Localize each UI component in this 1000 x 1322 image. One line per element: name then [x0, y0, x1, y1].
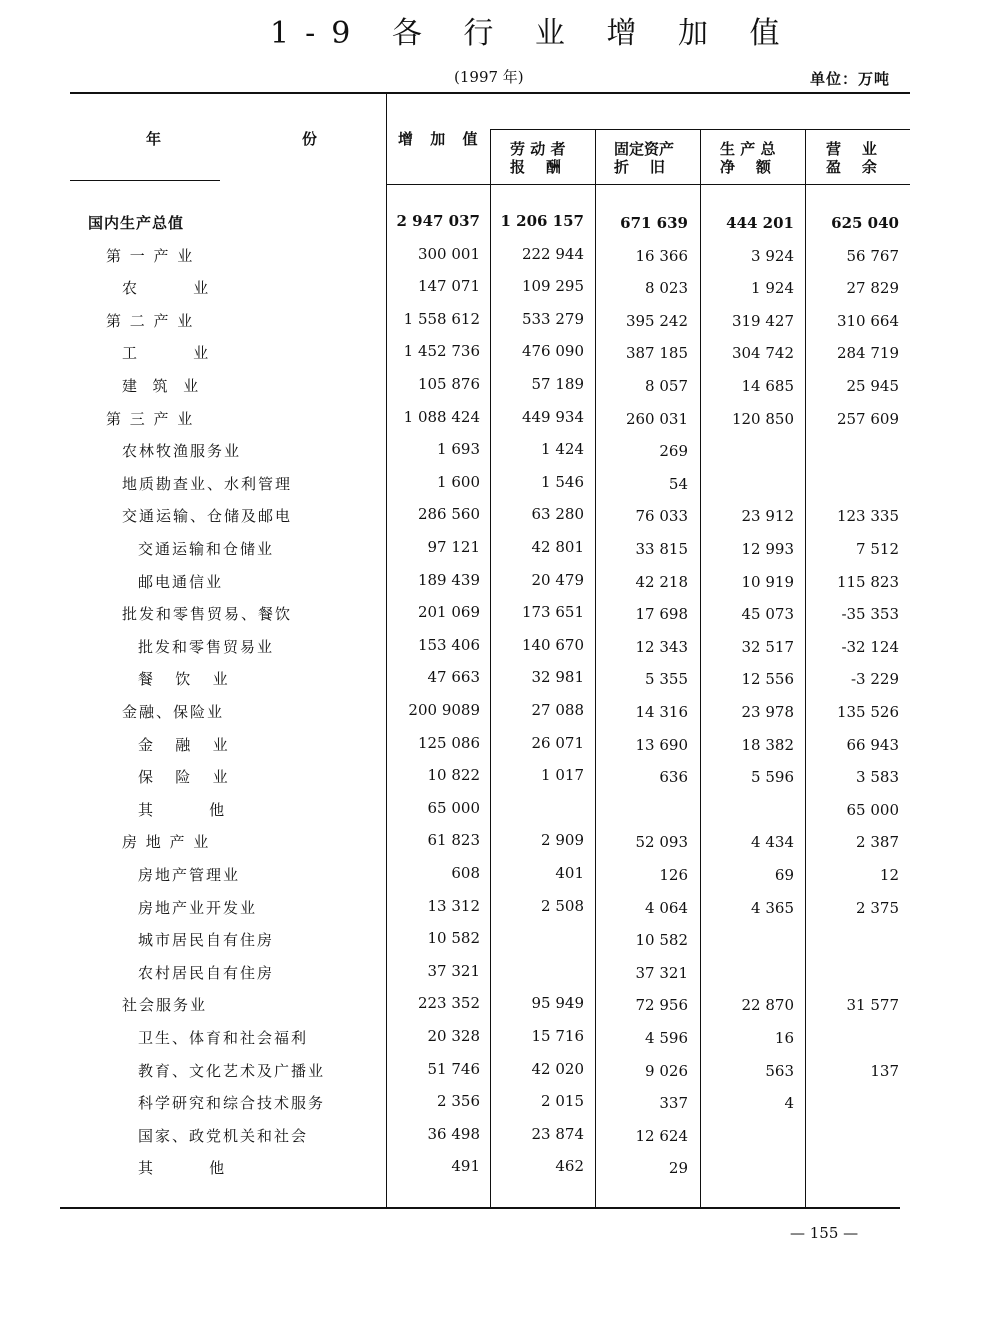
table-cell: 8 057 [645, 377, 688, 395]
table-cell: 12 343 [635, 637, 688, 656]
table-cell: 23 912 [741, 507, 794, 526]
row-header-year: 年 [146, 130, 165, 148]
table-cell: 72 956 [635, 996, 688, 1015]
table-cell: 137 [870, 1061, 899, 1080]
header-depr-line1: 固定资产 [614, 140, 675, 158]
table-cell: 671 639 [620, 214, 688, 232]
table-cell: 310 664 [836, 311, 899, 330]
header-operating-surplus [826, 140, 906, 176]
row-label: 农林牧渔服务业 [122, 442, 242, 461]
table-cell: 10 582 [635, 931, 688, 950]
row-header-rule [70, 180, 220, 181]
table-cell: 9 026 [645, 1061, 688, 1080]
header-surplus-line1: 营 业 [826, 140, 877, 158]
table-cell: 4 [784, 1094, 794, 1113]
table-cell: 37 321 [427, 961, 480, 980]
table-cell: 284 719 [836, 344, 899, 363]
table-bottom-rule [60, 1207, 900, 1209]
table-cell: 61 823 [427, 831, 480, 850]
table-cell: 269 [659, 442, 688, 461]
table-cell: 65 000 [846, 800, 899, 819]
table-cell: 12 624 [635, 1126, 688, 1145]
table-cell: 533 279 [521, 309, 584, 328]
table-cell: 3 583 [856, 768, 899, 787]
table-cell: 401 [555, 864, 584, 882]
table-cell: -3 229 [850, 670, 899, 689]
table-cell: 2 375 [856, 898, 899, 917]
table-cell: 47 663 [427, 668, 480, 687]
table-cell: 126 [659, 866, 688, 884]
table-cell: 10 822 [427, 766, 480, 785]
table-cell: 1 546 [541, 472, 584, 491]
table-cell: 32 517 [741, 637, 794, 656]
table-cell: 189 439 [417, 570, 480, 589]
table-cell: 491 [451, 1157, 480, 1176]
table-cell: 387 185 [625, 344, 688, 363]
table-cell: 20 479 [531, 570, 584, 589]
row-label: 科学研究和综合技术服务 [138, 1094, 326, 1113]
table-cell: 1 088 424 [403, 407, 480, 426]
header-bottom-rule [386, 184, 910, 185]
page-title: 1-9 各 行 业 增 加 值 [270, 16, 796, 51]
row-label: 社会服务业 [122, 996, 208, 1015]
table-cell: 1 017 [541, 766, 584, 785]
table-cell: 54 [668, 474, 688, 493]
table-cell: 444 201 [726, 214, 794, 232]
table-cell: 563 [765, 1061, 794, 1080]
table-cell: 2 508 [541, 896, 584, 915]
table-cell: 462 [555, 1157, 584, 1176]
table-cell: 1 452 736 [403, 342, 480, 361]
header-depreciation [614, 140, 694, 176]
table-cell: 14 685 [741, 377, 794, 395]
table-cell: 4 365 [751, 898, 794, 917]
row-label: 批发和零售贸易业 [138, 637, 275, 656]
table-cell: 257 609 [836, 409, 899, 428]
row-label: 卫生、体育和社会福利 [138, 1029, 309, 1047]
table-cell: 57 189 [531, 375, 584, 393]
table-cell: 97 121 [427, 538, 480, 556]
table-cell: 32 981 [531, 668, 584, 687]
table-cell: 395 242 [625, 311, 688, 330]
row-label: 金 融 业 [138, 735, 230, 754]
table-cell: 286 560 [417, 505, 480, 524]
table-cell: 1 424 [541, 440, 584, 459]
row-label: 第 一 产 业 [106, 246, 195, 265]
table-cell: 23 978 [741, 703, 794, 721]
table-cell: 304 742 [731, 344, 794, 363]
table-cell: 4 434 [751, 833, 794, 852]
table-cell: 36 498 [427, 1124, 480, 1143]
row-label: 第 三 产 业 [106, 409, 195, 428]
table-cell: 260 031 [625, 409, 688, 428]
table-cell: 42 020 [531, 1059, 584, 1078]
table-cell: 12 [879, 866, 899, 884]
table-cell: 337 [659, 1094, 688, 1113]
row-label: 其 他 [138, 1159, 227, 1178]
table-cell: 625 040 [831, 214, 899, 232]
table-cell: 66 943 [846, 735, 899, 754]
table-cell: 2 387 [856, 833, 899, 852]
table-cell: 25 945 [846, 377, 899, 395]
table-cell: 1 558 612 [403, 309, 480, 328]
table-cell: 20 328 [427, 1027, 480, 1045]
table-cell: -32 124 [841, 637, 899, 656]
table-cell: 12 556 [741, 670, 794, 689]
table-cell: 13 312 [427, 896, 480, 915]
row-label: 第 二 产 业 [106, 311, 195, 330]
table-cell: 76 033 [635, 507, 688, 526]
table-cell: 1 924 [751, 279, 794, 298]
row-label: 餐 饮 业 [138, 670, 230, 689]
row-label: 农村居民自有住房 [138, 963, 275, 982]
table-cell: 16 366 [635, 246, 688, 265]
table-cell: 13 690 [635, 735, 688, 754]
row-header-label: 份 [302, 130, 321, 148]
table-cell: 636 [659, 768, 688, 787]
table-cell: 4 064 [645, 898, 688, 917]
table-cell: 1 693 [437, 440, 480, 459]
row-label: 其 他 [138, 800, 227, 819]
table-cell: 135 526 [836, 703, 899, 721]
table-cell: 52 093 [635, 833, 688, 852]
table-cell: 27 829 [846, 279, 899, 298]
row-label: 地质勘查业、水利管理 [122, 474, 293, 493]
row-label: 批发和零售贸易、餐饮 [122, 605, 293, 624]
table-top-rule [70, 92, 910, 94]
header-tax-line1: 生 产 总 [720, 140, 776, 158]
table-cell: 125 086 [417, 733, 480, 752]
table-cell: 223 352 [417, 994, 480, 1013]
table-cell: 26 071 [531, 733, 584, 752]
table-cell: 123 335 [836, 507, 899, 526]
table-cell: 22 870 [741, 996, 794, 1015]
table-cell: 140 670 [521, 635, 584, 654]
unit-label: 单位：万吨 [810, 70, 891, 88]
table-cell: 109 295 [521, 277, 584, 296]
row-label: 建 筑 业 [122, 377, 201, 395]
table-cell: 17 698 [635, 605, 688, 624]
table-cell: 63 280 [531, 505, 584, 524]
row-label: 国家、政党机关和社会 [138, 1126, 309, 1145]
table-cell: 29 [668, 1159, 688, 1178]
table-cell: 37 321 [635, 963, 688, 982]
table-cell: 10 582 [427, 929, 480, 948]
header-labor-line2: 报 酬 [510, 158, 561, 176]
table-cell: 120 850 [731, 409, 794, 428]
header-tax-line2: 净 额 [720, 158, 771, 176]
table-cell: 42 218 [635, 572, 688, 591]
table-cell: 7 512 [856, 540, 899, 558]
header-depr-line2: 折 旧 [614, 158, 665, 176]
table-cell: 69 [774, 866, 794, 884]
header-surplus-line2: 盈 余 [826, 158, 877, 176]
table-cell: 45 073 [741, 605, 794, 624]
table-cell: 147 071 [417, 277, 480, 296]
table-cell: 2 356 [437, 1092, 480, 1111]
table-cell: 31 577 [846, 996, 899, 1015]
row-label: 房地产管理业 [138, 866, 241, 884]
table-cell: 173 651 [521, 603, 584, 622]
row-label: 工 业 [122, 344, 211, 363]
row-label: 保 险 业 [138, 768, 230, 787]
row-label: 农 业 [122, 279, 211, 298]
table-cell: 200 9089 [408, 701, 480, 719]
table-cell: 18 382 [741, 735, 794, 754]
header-labor-line1: 劳 动 者 [510, 140, 566, 158]
table-cell: 33 815 [635, 540, 688, 558]
row-label: 邮电通信业 [138, 572, 224, 591]
table-cell: 5 355 [645, 670, 688, 689]
table-cell: 201 069 [417, 603, 480, 622]
year-note: (1997 年) [454, 68, 524, 86]
table-cell: 95 949 [531, 994, 584, 1013]
table-cell: 115 823 [836, 572, 899, 591]
table-cell: 300 001 [417, 244, 480, 263]
table-cell: 608 [451, 864, 480, 882]
table-cell: 51 746 [427, 1059, 480, 1078]
table-cell: 2 947 037 [396, 212, 480, 230]
table-cell: 1 206 157 [500, 212, 584, 230]
row-label: 教育、文化艺术及广播业 [138, 1061, 326, 1080]
table-cell: 476 090 [521, 342, 584, 361]
row-label: 国内生产总值 [88, 214, 185, 232]
table-cell: 15 716 [531, 1027, 584, 1045]
table-cell: 56 767 [846, 246, 899, 265]
table-cell: 12 993 [741, 540, 794, 558]
row-label: 交通运输、仓储及邮电 [122, 507, 293, 526]
table-cell: -35 353 [841, 605, 899, 624]
row-label: 房地产业开发业 [138, 898, 258, 917]
table-cell: 2 909 [541, 831, 584, 850]
row-label: 房 地 产 业 [122, 833, 211, 852]
page-number: — 155 — [790, 1224, 859, 1242]
header-net-tax [720, 140, 800, 176]
table-cell: 8 023 [645, 279, 688, 298]
table-cell: 27 088 [531, 701, 584, 719]
table-cell: 16 [774, 1029, 794, 1047]
table-cell: 105 876 [417, 375, 480, 393]
table-cell: 65 000 [427, 798, 480, 817]
header-labor-compensation [510, 140, 590, 176]
table-cell: 42 801 [531, 538, 584, 556]
table-cell: 14 316 [635, 703, 688, 721]
table-cell: 3 924 [751, 246, 794, 265]
row-label: 金融、保险业 [122, 703, 225, 721]
table-cell: 2 015 [541, 1092, 584, 1111]
table-cell: 1 600 [437, 472, 480, 491]
table-cell: 23 874 [531, 1124, 584, 1143]
table-cell: 153 406 [417, 635, 480, 654]
row-label: 城市居民自有住房 [138, 931, 275, 950]
table-cell: 449 934 [521, 407, 584, 426]
table-cell: 10 919 [741, 572, 794, 591]
header-value-added: 增 加 值 [398, 130, 484, 148]
table-cell: 222 944 [521, 244, 584, 263]
row-label: 交通运输和仓储业 [138, 540, 275, 558]
table-cell: 319 427 [731, 311, 794, 330]
table-cell: 5 596 [751, 768, 794, 787]
table-cell: 4 596 [645, 1029, 688, 1047]
